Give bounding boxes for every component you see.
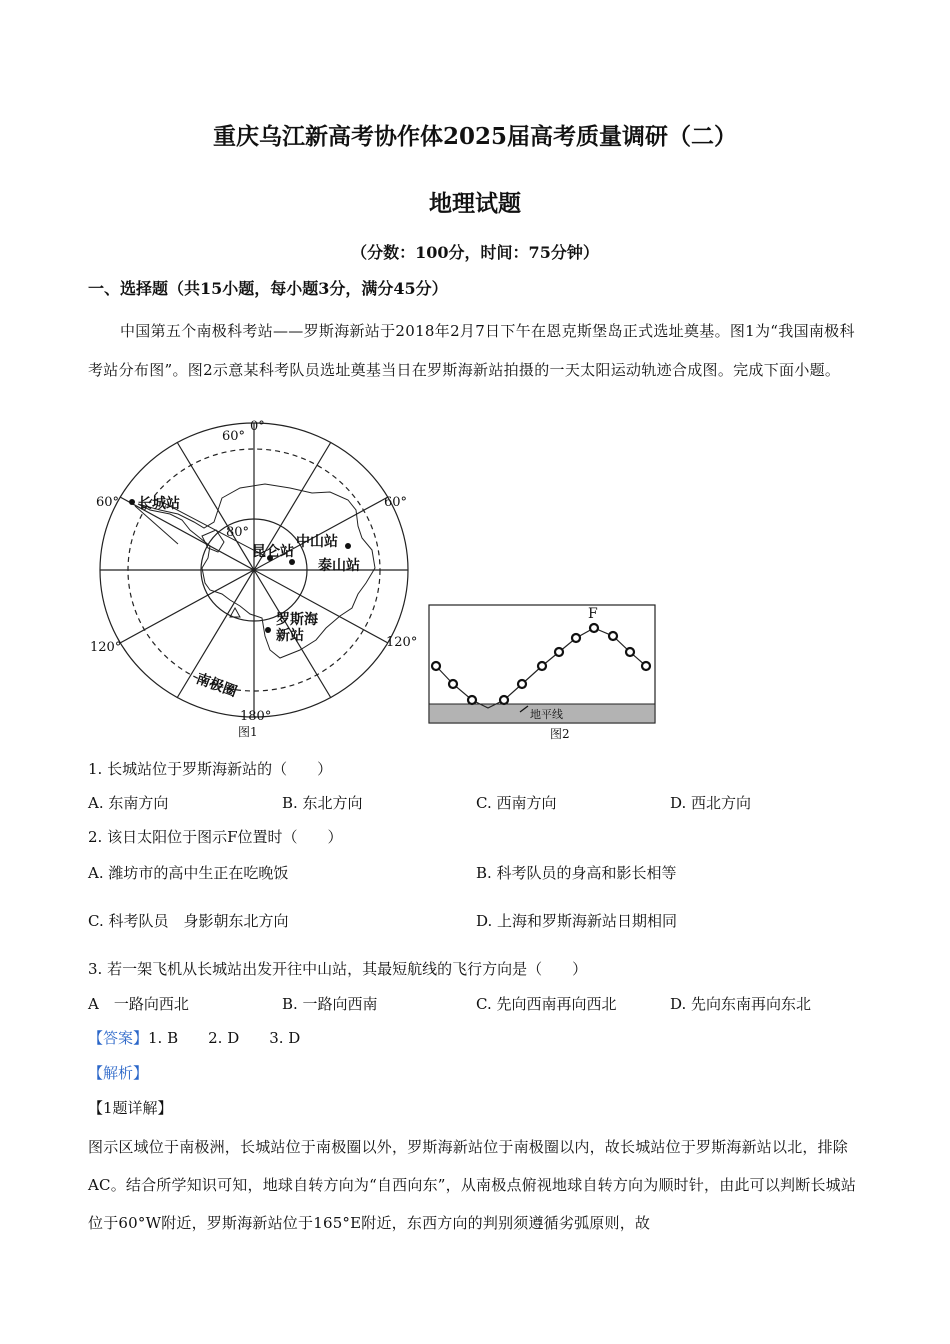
q3-option-a[interactable]: A 一路向西北: [88, 995, 189, 1013]
q3-option-b[interactable]: B. 一路向西南: [282, 995, 378, 1013]
label-changcheng: 长城站: [138, 496, 180, 512]
label-horizon: 地平线: [530, 708, 563, 721]
q2-option-d[interactable]: D. 上海和罗斯海新站日期相同: [476, 912, 678, 930]
q3-option-c[interactable]: C. 先向西南再向西北: [476, 995, 617, 1013]
label-antarctic-circle: 南极圈: [193, 670, 239, 701]
figure-1-caption: 图1: [238, 725, 258, 739]
exam-title: 重庆乌江新高考协作体2025届高考质量调研（二）: [212, 123, 737, 150]
q2-option-b[interactable]: B. 科考队员的身高和影长相等: [476, 864, 677, 882]
q1-option-a[interactable]: A. 东南方向: [88, 794, 169, 812]
sun-point-F: [590, 624, 598, 632]
detail-paragraph: 图示区域位于南极洲，长城站位于南极圈以外，罗斯海新站位于南极圈以内，故长城站位于罗斯海新站以北，排除AC。结合所学知识可知，地球自转方向为“自西向东”，从南极点俯视地球自转方向为顺时针，由此可以判断长城站位于60°W附近，罗斯海新站位于165°E附近，东西方向的判别须遵循劣弧原则，故: [88, 1138, 857, 1232]
zhongshan-dot: [345, 543, 351, 549]
luosihai-dot: [265, 627, 271, 633]
label-60-top-left: 60°: [222, 429, 246, 444]
q2-option-c[interactable]: C. 科考队员 身影朝东北方向: [88, 912, 289, 930]
label-60-right: 60°: [384, 495, 408, 510]
section-heading: 一、选择题（共15小题，每小题3分，满分45分）: [88, 279, 448, 298]
question-2-stem: 2. 该日太阳位于图示F位置时（ ）: [88, 828, 343, 846]
label-taishan: 泰山站: [318, 558, 360, 574]
q1-option-c[interactable]: C. 西南方向: [476, 794, 557, 812]
changcheng-dot: [129, 499, 135, 505]
label-80deg: 80°: [226, 525, 250, 540]
answer-label: 【答案】: [88, 1029, 149, 1047]
label-F: F: [588, 606, 598, 622]
figure-2-sun-path: [426, 602, 658, 742]
label-60-left: 60°: [96, 495, 120, 510]
q2-option-a[interactable]: A. 潍坊市的高中生正在吃晚饭: [88, 864, 289, 882]
label-zhongshan: 中山站: [296, 534, 338, 550]
figure-2-caption: 图2: [550, 727, 570, 741]
intro-paragraph: 中国第五个南极科考站——罗斯海新站于2018年2月7日下午在恩克斯堡岛正式选址奠基。图1为“我国南极科考站分布图”。图2示意某科考队员选址奠基当日在罗斯海新站拍摄的一天太阳运动轨迹合成图。完成下面小题。: [88, 322, 855, 379]
detail-label: 【1题详解】: [88, 1099, 173, 1117]
score-info: （分数：100分，时间：75分钟）: [351, 243, 599, 262]
question-3-stem: 3. 若一架飞机从长城站出发开往中山站，其最短航线的飞行方向是（ ）: [88, 960, 588, 978]
label-luosihai-1: 罗斯海: [276, 612, 318, 628]
q1-option-b[interactable]: B. 东北方向: [282, 794, 363, 812]
answer-text: 1. B 2. D 3. D: [148, 1029, 301, 1047]
label-0deg: 0°: [250, 419, 265, 434]
analysis-label: 【解析】: [88, 1064, 149, 1082]
label-kunlun: 昆仑站: [252, 544, 294, 560]
q3-option-d[interactable]: D. 先向东南再向东北: [670, 995, 812, 1013]
label-120-left: 120°: [90, 640, 122, 655]
q1-option-d[interactable]: D. 西北方向: [670, 794, 752, 812]
question-1-stem: 1. 长城站位于罗斯海新站的（ ）: [88, 760, 333, 778]
figure-1-antarctica-map: [90, 418, 430, 743]
label-180: 180°: [240, 709, 272, 724]
label-120-right: 120°: [386, 635, 418, 650]
answer-line: [88, 1027, 300, 1048]
label-luosihai-2: 新站: [276, 628, 304, 644]
subject-title: 地理试题: [429, 190, 521, 217]
